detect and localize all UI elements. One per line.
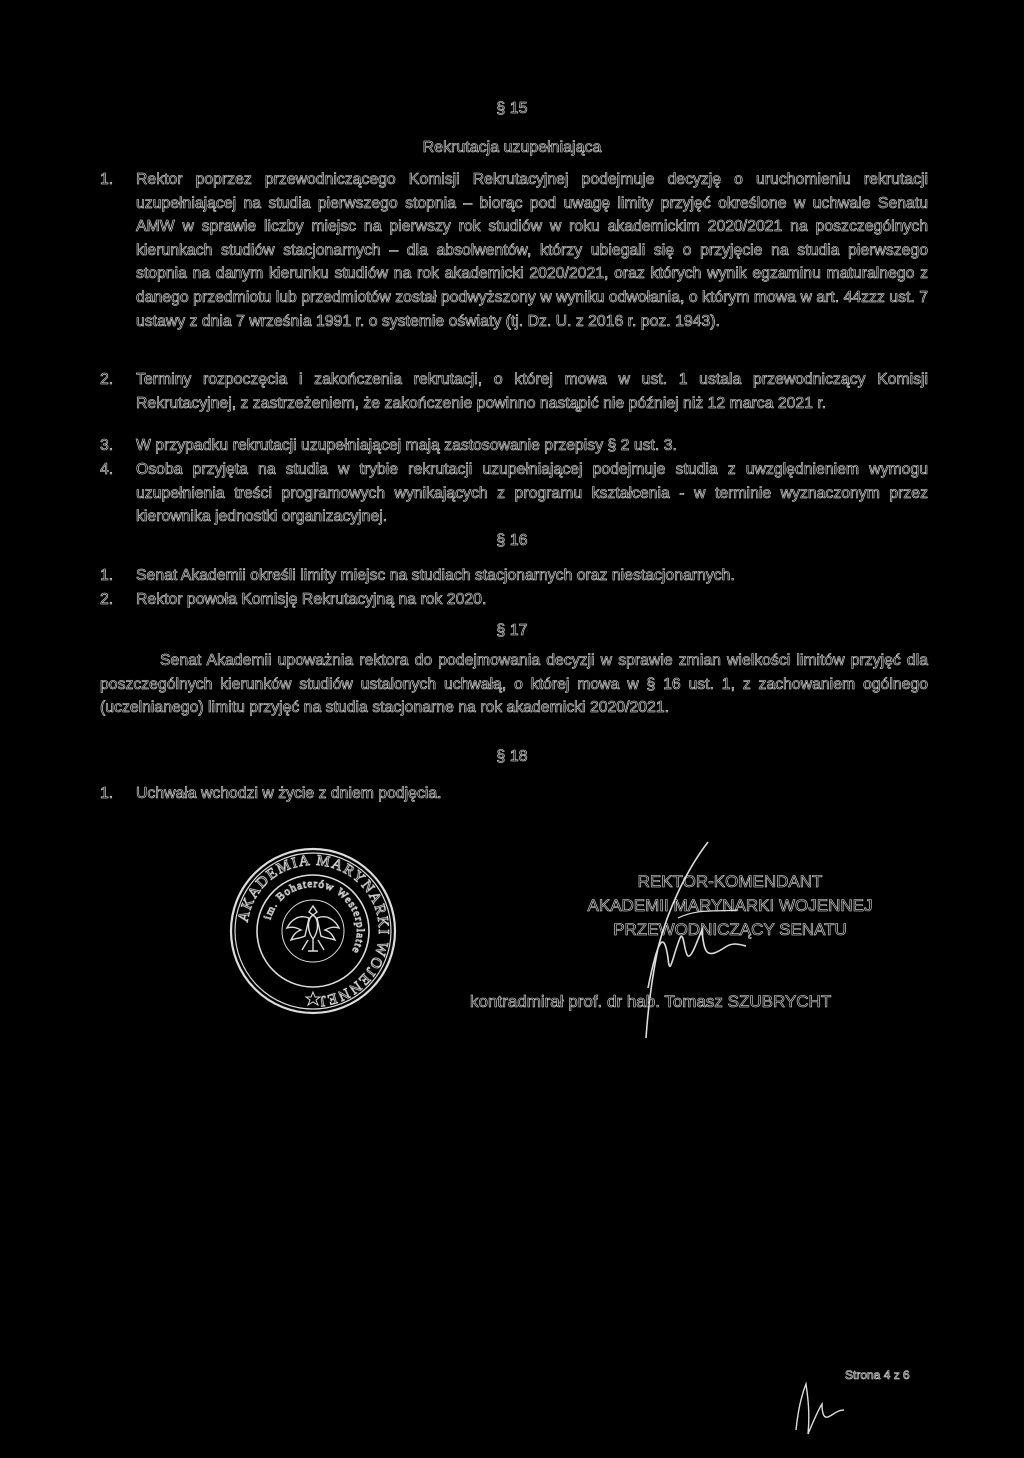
- eagle-emblem-icon: [287, 906, 339, 951]
- seal-outer-ring: [231, 849, 395, 1013]
- item-number: 1.: [100, 785, 114, 802]
- item-text: Uchwała wchodzi w życie z dniem podjęcia.: [136, 785, 442, 802]
- item-text: Osoba przyjęta na studia w trybie rekrutacji uzupełniającej podejmuje studia z uwzględnieniem wymogu uzupełnienia treści programowych wynikających z programu kształcenia - w terminie wyznaczonym przez kierownika jednostki organizacyjnej.: [136, 461, 928, 526]
- academy-seal: [228, 846, 398, 1016]
- section-15-title: Rekrutacja uzupełniająca: [422, 139, 602, 156]
- section-16-item-1: [100, 564, 928, 588]
- seal-middle-ring: [257, 875, 369, 987]
- section-17-text: Senat Akademii upoważnia rektora do podejmowania decyzji w sprawie zmian wielkości limitów przyjęć dla poszczególnych kierunków studiów ustalonych uchwałą, o której mowa w § 16 ust. 1, z zachowaniem ogólnego (uczelnianego) limitu przyjęć na studia stacjonarne na rok akademicki 2020/2021.: [100, 652, 928, 717]
- section-16-item-2: [100, 588, 928, 612]
- signature-title-line-1: REKTOR-KOMENDANT: [637, 872, 823, 891]
- item-number: 1.: [100, 567, 114, 584]
- signature-title-line-3: PRZEWODNICZĄCY SENATU: [613, 920, 847, 939]
- section-15-item-4: [100, 458, 928, 529]
- item-text: Senat Akademii określi limity miejsc na studiach stacjonarnych oraz niestacjonarnych.: [136, 567, 735, 584]
- item-number: 4.: [100, 461, 114, 478]
- section-17-heading: § 17: [496, 622, 528, 639]
- section-18-heading: § 18: [496, 748, 528, 765]
- section-15-item-1: [100, 168, 928, 333]
- handwritten-signature: [628, 838, 768, 1068]
- page-number: Strona 4 z 6: [845, 1368, 910, 1382]
- initials-signature: [788, 1380, 848, 1440]
- signature-title-line-2: AKADEMII MARYNARKI WOJENNEJ: [587, 896, 873, 915]
- section-18-item-1: [100, 782, 928, 806]
- section-16-heading: § 16: [496, 532, 528, 549]
- section-15-item-3: [100, 434, 928, 458]
- item-text: Terminy rozpoczęcia i zakończenia rekrutacji, o której mowa w ust. 1 ustala przewodniczący Komisji Rekrutacyjnej, z zastrzeżeniem, że zakończenie powinno nastąpić nie później niż 12 marca 2021 r.: [136, 371, 928, 412]
- item-number: 3.: [100, 437, 114, 454]
- seal-inner-text: im. Bohaterów Westerplatte: [261, 877, 367, 956]
- item-number: 2.: [100, 371, 114, 388]
- item-number: 1.: [100, 171, 114, 188]
- item-text: Rektor poprzez przewodniczącego Komisji Rekrutacyjnej podejmuje decyzję o uruchomieniu rekrutacji uzupełniającej na studia pierwszego stopnia – biorąc pod uwagę limity przyjęć określone w uchwale Senatu AMW w sprawie liczby miejsc na pierwszy rok studiów w roku akademickim 2020/2021 na poszczególnych kierunkach studiów stacjonarnych – dla absolwentów, którzy ubiegali się o przyjęcie na studia pierwszego stopnia na danym kierunku studiów na rok akademicki 2020/2021, oraz których wynik egzaminu maturalnego z danego przedmiotu lub przedmiotów został podwyższony w wyniku odwołania, o którym mowa w art. 44zzz ust. 7 ustawy z dnia 7 września 1991 r. o systemie oświaty (tj. Dz. U. z 2016 r. poz. 1943).: [136, 171, 928, 330]
- item-text: Rektor powoła Komisję Rekrutacyjną na rok 2020.: [136, 591, 487, 608]
- section-15-item-2: [100, 368, 928, 415]
- seal-outer-text: AKADEMIA MARYNARKI WOJENNEJ: [235, 852, 392, 1009]
- item-text: W przypadku rekrutacji uzupełniającej mają zastosowanie przepisy § 2 ust. 3.: [136, 437, 677, 454]
- seal-inner-ring: [282, 900, 344, 962]
- item-number: 2.: [100, 591, 114, 608]
- section-15-heading: § 15: [496, 100, 528, 117]
- signer-name: kontradmirał prof. dr hab. Tomasz SZUBRYCHT: [470, 992, 832, 1011]
